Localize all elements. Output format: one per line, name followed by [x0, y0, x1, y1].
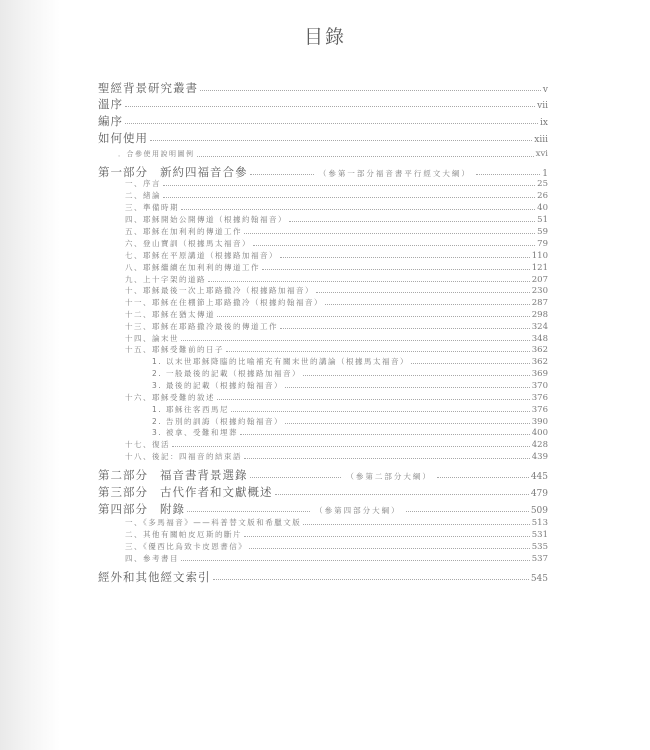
- toc-page-number: 509: [530, 506, 548, 516]
- part-note: （參第四部分大綱）: [315, 506, 401, 515]
- toc-entry-index[interactable]: [98, 569, 548, 585]
- toc-chapter[interactable]: [98, 297, 548, 308]
- toc-section[interactable]: [98, 368, 548, 379]
- leader-dots: [250, 477, 342, 478]
- toc-entry-label: 六、登山寶訓（根據馬太福音）: [125, 239, 251, 248]
- toc-section[interactable]: [98, 380, 548, 391]
- toc-page-number: 369: [531, 369, 548, 379]
- leader-dots: [437, 477, 529, 478]
- leader-dots: [172, 446, 530, 447]
- toc-appendix-item[interactable]: [98, 529, 548, 540]
- toc-page-number: 51: [537, 215, 548, 225]
- toc-entry-label: 一、序言: [125, 179, 161, 188]
- toc-entry-series[interactable]: [98, 80, 548, 96]
- toc-entry-label: 四、參考書目: [125, 554, 179, 563]
- toc-page-number: v: [542, 85, 548, 95]
- toc-page-number: 535: [531, 542, 548, 552]
- toc-chapter[interactable]: [98, 392, 548, 403]
- leader-dots: [125, 106, 535, 107]
- toc-page-number: 25: [537, 179, 548, 189]
- toc-chapter[interactable]: [98, 202, 548, 213]
- toc-page-number: 545: [530, 574, 548, 584]
- leader-dots: [226, 351, 530, 352]
- toc-entry-label: 溫序: [98, 97, 123, 111]
- toc-page-number: 121: [531, 263, 548, 273]
- toc-entry-label: 2. 一般最後的記載（根據路加福音）: [152, 369, 302, 378]
- leader-dots: [240, 434, 530, 435]
- toc-appendix-item[interactable]: [98, 541, 548, 552]
- toc-page-number: 439: [531, 452, 548, 462]
- leader-dots: [181, 560, 530, 561]
- toc-page-number: ix: [540, 118, 548, 128]
- leader-dots: [213, 579, 529, 580]
- toc-entry-how-to-use[interactable]: [98, 130, 548, 146]
- leader-dots: [285, 387, 530, 388]
- toc-page-number: 537: [531, 554, 548, 564]
- toc-chapter[interactable]: [98, 285, 548, 296]
- leader-dots: [244, 233, 535, 234]
- toc-chapter[interactable]: [98, 238, 548, 249]
- toc-entry-label: ．合參使用說明圖例: [118, 150, 195, 158]
- toc-appendix-item[interactable]: [98, 517, 548, 528]
- leader-dots: [406, 511, 529, 512]
- toc-chapter[interactable]: [98, 451, 548, 462]
- part-number: 第三部分: [98, 485, 148, 499]
- toc-section[interactable]: [98, 427, 548, 438]
- leader-dots: [476, 174, 540, 175]
- toc-entry-label: 經外和其他經文索引: [98, 570, 211, 584]
- toc-part-4[interactable]: [98, 501, 548, 517]
- page-title: 目錄: [303, 26, 346, 48]
- toc-page-number: 207: [531, 275, 548, 285]
- toc-entry-label: 3. 被拿、受難和埋葬: [152, 428, 239, 437]
- toc-page-number: 287: [531, 298, 548, 308]
- leader-dots: [275, 494, 529, 495]
- leader-dots: [208, 281, 530, 282]
- leader-dots: [125, 123, 538, 124]
- toc-page-number: 479: [530, 489, 548, 499]
- leader-dots: [181, 209, 535, 210]
- toc-page-number: 390: [531, 417, 548, 427]
- toc-page-number: 445: [530, 472, 548, 482]
- toc-entry-legend[interactable]: [98, 149, 548, 159]
- toc-page-number: 531: [531, 530, 548, 540]
- toc-chapter[interactable]: [98, 321, 548, 332]
- toc-chapter[interactable]: [98, 226, 548, 237]
- toc-page-number: xiii: [534, 135, 548, 145]
- part-title: 附錄: [160, 502, 185, 516]
- toc-entry-label: 1. 以末世耶穌降臨的比喻補充有關末世的講論（根據馬太福音）: [152, 357, 410, 366]
- toc-entry-label: 十八、後記：四福音的結束語: [125, 452, 242, 461]
- toc-entry-label: 二、其他有關帕皮厄斯的斷片: [125, 530, 242, 539]
- leader-dots: [411, 363, 530, 364]
- leader-dots: [244, 458, 530, 459]
- toc-entry-label: 三、準備時期: [125, 203, 179, 212]
- leader-dots: [187, 511, 310, 512]
- toc-page-number: 1: [542, 169, 549, 179]
- toc-page-number: 110: [531, 251, 548, 261]
- toc-entry-label: 十五、耶穌受難前的日子: [125, 345, 224, 354]
- toc-entry-label: 聖經背景研究叢書: [98, 81, 198, 95]
- toc-entry-label: 五、耶穌在加利利的傳道工作: [125, 227, 242, 236]
- part-title: 新約四福音合參: [160, 165, 248, 179]
- leader-dots: [285, 423, 530, 424]
- leader-dots: [280, 328, 530, 329]
- toc-page-number: 370: [531, 381, 548, 391]
- toc-entry-label: 十三、耶穌在耶路撒冷最後的傳道工作: [125, 322, 278, 331]
- toc-page-number: 40: [537, 203, 548, 213]
- leader-dots: [303, 524, 530, 525]
- leader-dots: [289, 221, 535, 222]
- toc-chapter[interactable]: [98, 178, 548, 189]
- leader-dots: [244, 536, 530, 537]
- toc-entry-label: 十七、復活: [125, 440, 170, 449]
- toc-chapter[interactable]: [98, 274, 548, 285]
- toc-entry-preface-wen[interactable]: [98, 96, 548, 112]
- toc-entry-label: 二、緒論: [125, 191, 161, 200]
- leader-dots: [280, 257, 530, 258]
- toc-page-number: 428: [531, 440, 548, 450]
- leader-dots: [181, 340, 530, 341]
- leader-dots: [303, 375, 530, 376]
- toc-page-number: 376: [531, 405, 548, 415]
- toc-entry-label: 四、耶穌開始公開傳道（根據約翰福音）: [125, 215, 287, 224]
- leader-dots: [150, 140, 532, 141]
- toc-page-number: 59: [537, 227, 548, 237]
- toc-section[interactable]: [98, 416, 548, 427]
- part-title: 福音書背景選錄: [160, 468, 248, 482]
- toc-page-number: xvi: [535, 149, 548, 159]
- toc-entry-editor-preface[interactable]: [98, 113, 548, 129]
- toc-entry-label: 3. 最後的記載（根據約翰福音）: [152, 381, 284, 390]
- toc-entry-label: 如何使用: [98, 131, 148, 145]
- toc-part-3[interactable]: [98, 484, 548, 500]
- toc-page-number: 376: [531, 393, 548, 403]
- toc-entry-label: 十、耶穌最後一次上耶路撒冷（根據路加福音）: [125, 286, 314, 295]
- leader-dots: [231, 411, 530, 412]
- leader-dots: [217, 316, 530, 317]
- toc-entry-label: 八、耶穌繼續在加利利的傳道工作: [125, 263, 260, 272]
- part-number: 第一部分: [98, 165, 148, 179]
- toc-page-number: 362: [531, 345, 548, 355]
- leader-dots: [250, 174, 314, 175]
- toc-chapter[interactable]: [98, 250, 548, 261]
- toc-appendix-item[interactable]: [98, 553, 548, 564]
- part-note: （參第一部分福音書平行經文大綱）: [318, 169, 471, 178]
- leader-dots: [163, 185, 535, 186]
- leader-dots: [316, 292, 530, 293]
- page-gutter-shadow: [0, 0, 60, 750]
- part-number: 第二部分: [98, 468, 148, 482]
- toc-entry-label: 十四、論末世: [125, 334, 179, 343]
- toc-entry-label: 十一、耶穌在住棚節上耶路撒冷（根據約翰福音）: [125, 298, 323, 307]
- toc-chapter[interactable]: [98, 214, 548, 225]
- toc-chapter[interactable]: [98, 333, 548, 344]
- toc-section[interactable]: [98, 404, 548, 415]
- leader-dots: [325, 304, 530, 305]
- toc-page-number: 348: [531, 334, 548, 344]
- toc-page-number: 230: [531, 286, 548, 296]
- toc-page-number: 362: [531, 357, 548, 367]
- leader-dots: [262, 269, 530, 270]
- part-number: 第四部分: [98, 502, 148, 516]
- toc-entry-label: 1. 耶穌往客西馬尼: [152, 405, 230, 414]
- leader-dots: [200, 90, 541, 91]
- toc-entry-label: 編序: [98, 114, 123, 128]
- toc-page-number: 298: [531, 310, 548, 320]
- toc-entry-label: 一、《多馬福音》——科普替文版和希臘文版: [125, 518, 302, 527]
- toc-chapter[interactable]: [98, 439, 548, 450]
- toc-entry-label: 七、耶穌在平原講道（根據路加福音）: [125, 251, 278, 260]
- toc-chapter[interactable]: [98, 309, 548, 320]
- leader-dots: [163, 197, 535, 198]
- leader-dots: [253, 245, 535, 246]
- toc-part-2[interactable]: [98, 467, 548, 483]
- leader-dots: [249, 548, 530, 549]
- leader-dots: [197, 156, 534, 157]
- toc-entry-label: 2. 告別的訓誨（根據約翰福音）: [152, 417, 284, 426]
- toc-chapter[interactable]: [98, 344, 548, 355]
- toc-page-number: 400: [531, 428, 548, 438]
- toc-page-number: 79: [537, 239, 548, 249]
- toc-entry-label: 十二、耶穌在猶太傳道: [125, 310, 215, 319]
- toc-page-number: 513: [531, 518, 548, 528]
- toc-page-number: 324: [531, 322, 548, 332]
- toc-chapter[interactable]: [98, 262, 548, 273]
- part-note: （參第二部分大綱）: [346, 472, 432, 481]
- toc-page-number: 26: [537, 191, 548, 201]
- leader-dots: [217, 399, 530, 400]
- toc-chapter[interactable]: [98, 190, 548, 201]
- toc-entry-label: 九、上十字架的道路: [125, 275, 206, 284]
- toc-entry-label: 三、《優西比烏致卡皮恩書信》: [125, 542, 248, 551]
- toc-page-number: vii: [537, 101, 548, 111]
- toc-entry-label: 十六、耶穌受難的敘述: [125, 393, 215, 402]
- part-title: 古代作者和文獻概述: [160, 485, 273, 499]
- toc-section[interactable]: [98, 356, 548, 367]
